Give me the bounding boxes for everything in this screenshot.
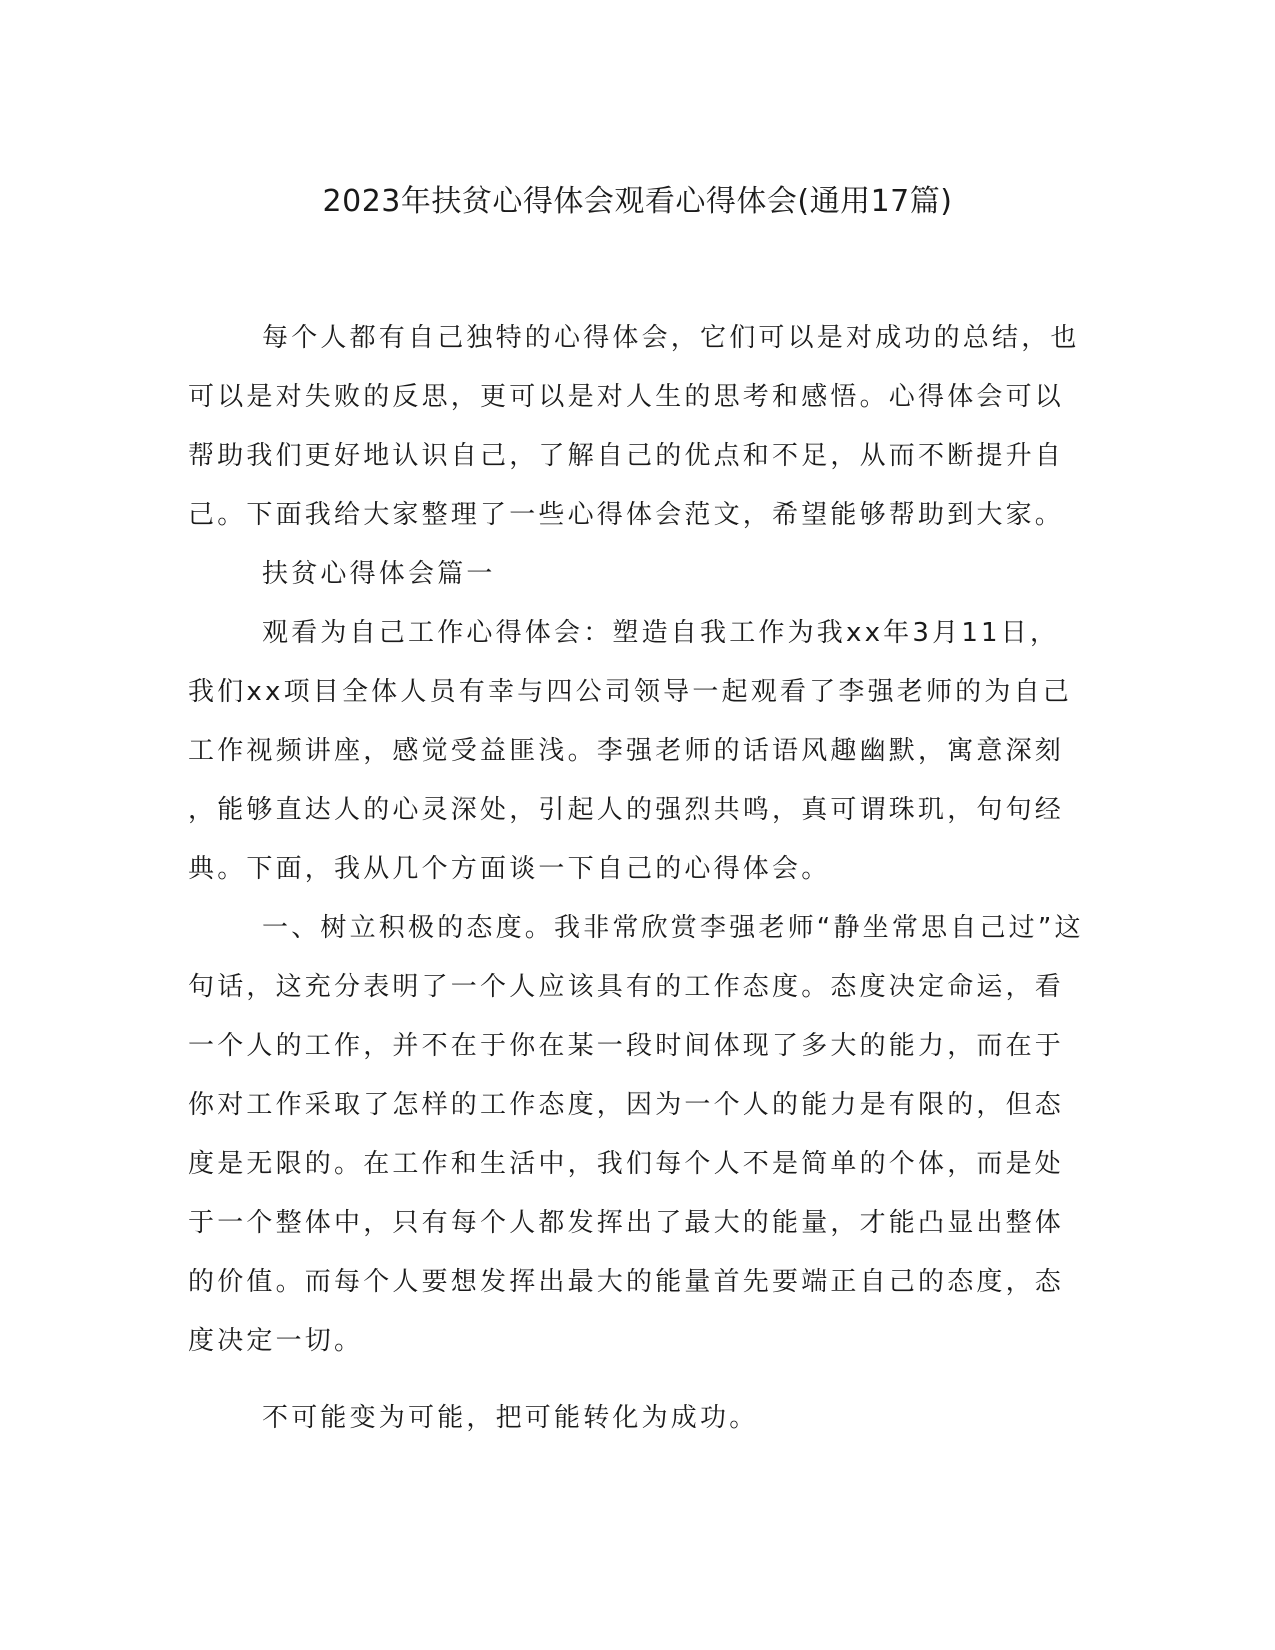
paragraph-line: 不可能变为可能，把可能转化为成功。	[262, 1403, 759, 1433]
paragraph-line: 度决定一切。	[188, 1326, 364, 1356]
paragraph-line: 观看为自己工作心得体会：塑造自我工作为我xx年3月11日，	[262, 618, 1060, 648]
paragraph-line: 己。下面我给大家整理了一些心得体会范文，希望能够帮助到大家。	[188, 500, 1065, 530]
paragraph-line: 一个人的工作，并不在于你在某一段时间体现了多大的能力，而在于	[188, 1031, 1065, 1061]
paragraph-line: 可以是对失败的反思，更可以是对人生的思考和感悟。心得体会可以	[188, 382, 1065, 412]
paragraph-line: 帮助我们更好地认识自己，了解自己的优点和不足，从而不断提升自	[188, 441, 1065, 471]
paragraph-line: 于一个整体中，只有每个人都发挥出了最大的能量，才能凸显出整体	[188, 1208, 1065, 1238]
paragraph-line: 每个人都有自己独特的心得体会，它们可以是对成功的总结，也	[262, 323, 1080, 353]
paragraph-line: 我们xx项目全体人员有幸与四公司领导一起观看了李强老师的为自己	[188, 677, 1072, 707]
paragraph-line: ，能够直达人的心灵深处，引起人的强烈共鸣，真可谓珠玑，句句经	[188, 795, 1065, 825]
paragraph-line: 度是无限的。在工作和生活中，我们每个人不是简单的个体，而是处	[188, 1149, 1065, 1179]
paragraph-line: 工作视频讲座，感觉受益匪浅。李强老师的话语风趣幽默，寓意深刻	[188, 736, 1065, 766]
paragraph-line: 典。下面，我从几个方面谈一下自己的心得体会。	[188, 854, 831, 884]
paragraph-line: 你对工作采取了怎样的工作态度，因为一个人的能力是有限的，但态	[188, 1090, 1065, 1120]
paragraph-line: 的价值。而每个人要想发挥出最大的能量首先要端正自己的态度，态	[188, 1267, 1065, 1297]
section-heading: 扶贫心得体会篇一	[262, 559, 496, 589]
paragraph-line: 一、树立积极的态度。我非常欣赏李强老师“静坐常思自己过”这	[262, 913, 1084, 943]
document-title: 2023年扶贫心得体会观看心得体会(通用17篇)	[322, 184, 953, 219]
paragraph-line: 句话，这充分表明了一个人应该具有的工作态度。态度决定命运，看	[188, 972, 1065, 1002]
